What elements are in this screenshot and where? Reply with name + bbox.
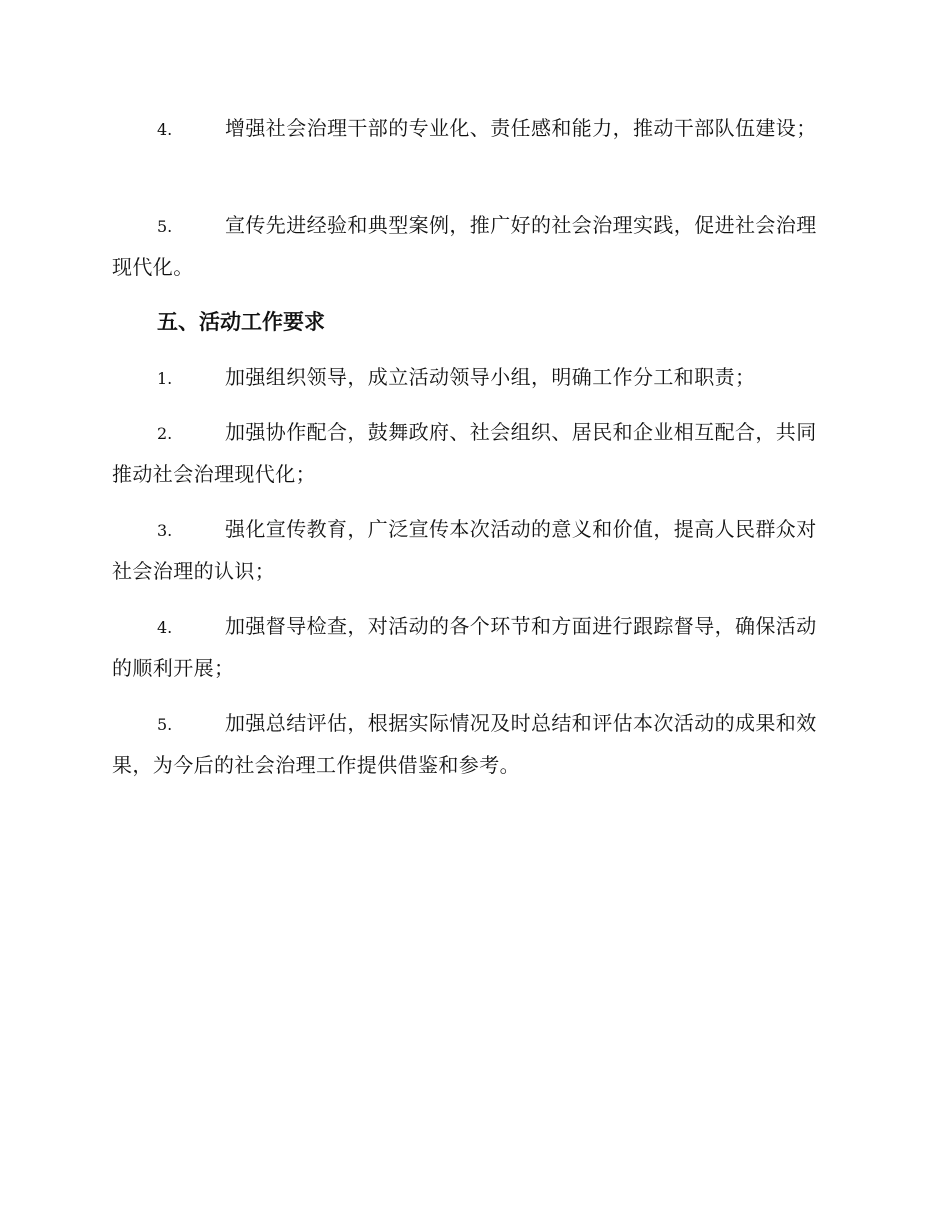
item-number: 1. xyxy=(157,369,173,388)
item-text: 宣传先进经验和典型案例，推广好的社会治理实践，促进社会治理现代化。 xyxy=(112,213,817,279)
list-item xyxy=(112,108,836,150)
list-item xyxy=(112,606,836,688)
item-number: 4. xyxy=(157,618,173,637)
item-text: 加强督导检查，对活动的各个环节和方面进行跟踪督导，确保活动的顺利开展； xyxy=(112,614,817,680)
item-number: 2. xyxy=(157,424,173,443)
list-item xyxy=(112,703,836,785)
item-number: 3. xyxy=(157,521,173,540)
item-text: 加强组织领导，成立活动领导小组，明确工作分工和职责； xyxy=(225,365,756,389)
list-item xyxy=(112,205,836,287)
list-item xyxy=(112,509,836,591)
section-heading: 五、活动工作要求 xyxy=(157,309,325,334)
item-number: 5. xyxy=(157,217,173,236)
list-item xyxy=(112,357,836,399)
item-text: 增强社会治理干部的专业化、责任感和能力，推动干部队伍建设； xyxy=(225,116,817,140)
item-text: 强化宣传教育，广泛宣传本次活动的意义和价值，提高人民群众对社会治理的认识； xyxy=(112,517,817,583)
item-text: 加强总结评估，根据实际情况及时总结和评估本次活动的成果和效果，为今后的社会治理工作提供借鉴和参考。 xyxy=(112,711,817,777)
item-text: 加强协作配合，鼓舞政府、社会组织、居民和企业相互配合，共同推动社会治理现代化； xyxy=(112,420,817,486)
item-number: 4. xyxy=(157,120,173,139)
list-item xyxy=(112,412,836,494)
item-number: 5. xyxy=(157,715,173,734)
